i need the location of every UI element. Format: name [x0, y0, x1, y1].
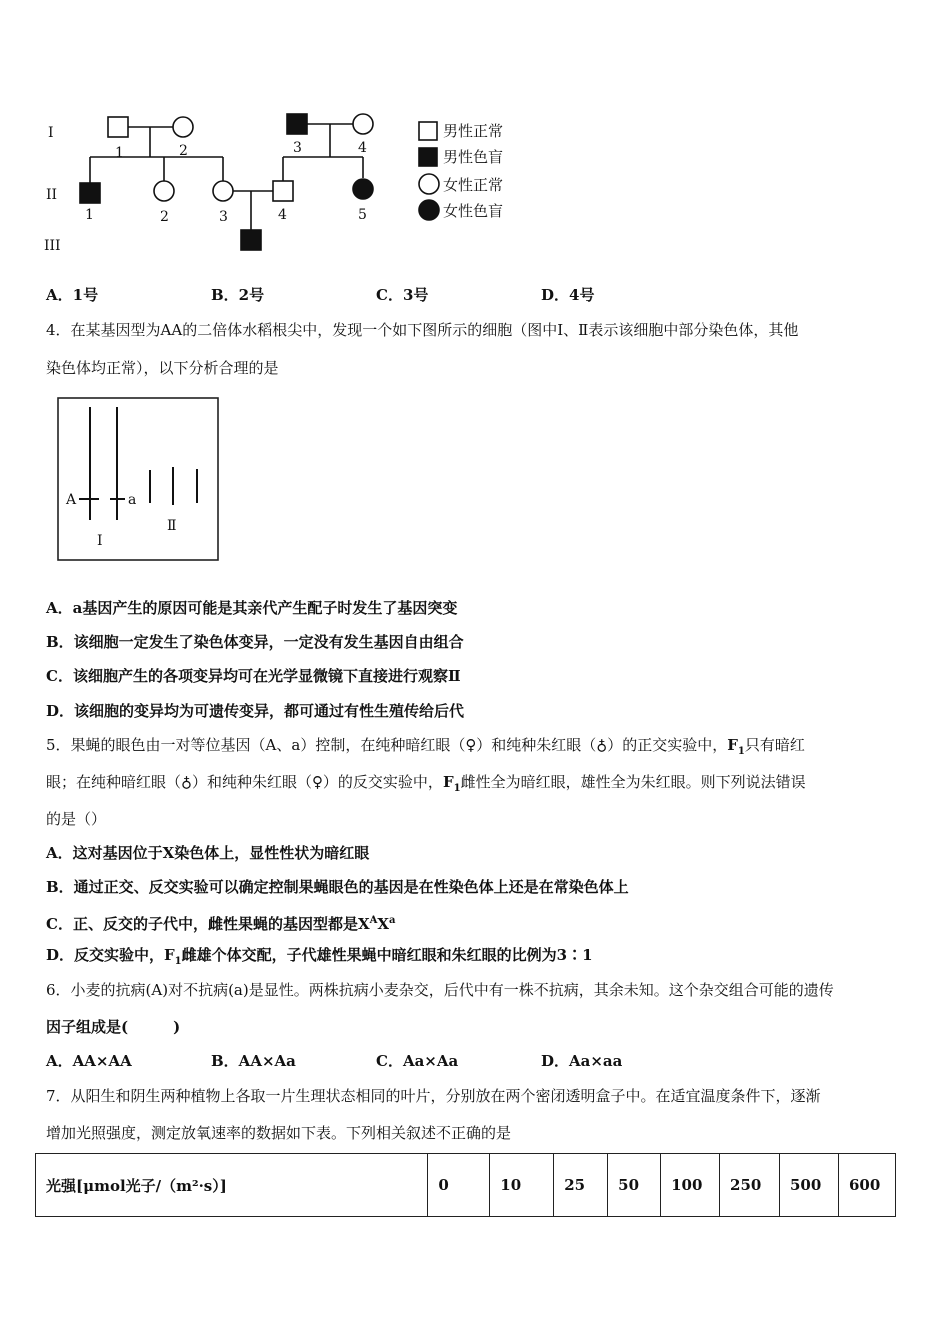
pedigree-female-normal-I2: [173, 117, 193, 137]
pedigree-male-normal-II4: [273, 181, 293, 201]
q4-option-b[interactable]: B．该细胞一定发生了染色体变异，一定没有发生基因自由组合: [46, 633, 464, 651]
q5-option-a[interactable]: A．这对基因位于X染色体上，显性性状为暗红眼: [46, 844, 370, 862]
q4-option-c[interactable]: C．该细胞产生的各项变异均可在光学显微镜下直接进行观察Ⅱ: [46, 667, 461, 685]
generation-label: III: [44, 238, 61, 254]
table-cell: 600: [838, 1154, 895, 1217]
table-row: [36, 1154, 896, 1217]
q4-stem-line2: 染色体均正常），以下分析合理的是: [46, 359, 279, 377]
q6-option-c[interactable]: C．Aa×Aa: [376, 1052, 459, 1070]
q5-option-b[interactable]: B．通过正交、反交实验可以确定控制果蝇眼色的基因是在性染色体上还是在常染色体上: [46, 878, 629, 896]
table-cell: 25: [554, 1154, 608, 1217]
pedigree-male-colorblind-I3: [287, 114, 307, 134]
pedigree-number: 2: [160, 209, 169, 225]
pedigree-female-normal-I4: [353, 114, 373, 134]
pedigree-number: 3: [293, 140, 302, 156]
pedigree-number: 1: [115, 145, 124, 161]
q6-option-a[interactable]: A．AA×AA: [46, 1052, 132, 1070]
q6-option-d[interactable]: D．Aa×aa: [541, 1052, 623, 1070]
q4-option-d[interactable]: D．该细胞的变异均为可遗传变异，都可通过有性生殖传给后代: [46, 702, 465, 720]
legend-male-colorblind: 男性色盲: [443, 148, 504, 166]
pedigree-female-normal-II3: [213, 181, 233, 201]
table-cell: 50: [608, 1154, 661, 1217]
q4-option-a[interactable]: A．a基因产生的原因可能是其亲代产生配子时发生了基因突变: [46, 599, 458, 617]
pedigree-male-colorblind-III1: [241, 230, 261, 250]
q7-stem-line1: 7．从阳生和阴生两种植物上各取一片生理状态相同的叶片，分别放在两个密闭透明盒子中。在适宜温度条件下，逐渐: [46, 1087, 821, 1105]
q3-option-d[interactable]: D．4号: [541, 286, 595, 304]
pedigree-male-normal-I1: [108, 117, 128, 137]
table-cell: 500: [780, 1154, 839, 1217]
q5-stem-line1: 5．果蝇的眼色由一对等位基因（A、a）控制，在纯种暗红眼（♀）和纯种朱红眼（♁）的正交实验中，$F_1$只有暗红: [46, 736, 805, 757]
table-cell: 100: [661, 1154, 720, 1217]
q3-option-a[interactable]: A．1号: [46, 286, 99, 304]
table-cell: 0: [428, 1154, 490, 1217]
pedigree-number: 3: [219, 209, 228, 225]
q5-option-d[interactable]: D．反交实验中，$F_1$雌雄个体交配，子代雄性果蝇中暗红眼和朱红眼的比例为3∶1: [46, 946, 593, 967]
pedigree-female-colorblind-II5: [353, 179, 373, 199]
pedigree-number: 1: [85, 207, 94, 223]
chromosome-label-I: Ⅰ: [97, 533, 103, 549]
q6-stem-line1: 6．小麦的抗病(A)对不抗病(a)是显性。两株抗病小麦杂交，后代中有一株不抗病，其余未知。这个杂交组合可能的遗传: [46, 981, 834, 999]
q6-stem-line2: 因子组成是( ): [46, 1018, 181, 1036]
q4-stem-line1: 4．在某基因型为AA的二倍体水稻根尖中，发现一个如下图所示的细胞（图中Ⅰ、Ⅱ表示该细胞中部分染色体，其他: [46, 321, 799, 339]
pedigree-chart: [40, 105, 540, 265]
generation-label: I: [48, 125, 54, 141]
q3-option-c[interactable]: C．3号: [376, 286, 429, 304]
pedigree-number: 5: [358, 207, 367, 223]
pedigree-number: 2: [179, 143, 188, 159]
legend-female-colorblind: 女性色盲: [443, 202, 504, 220]
pedigree-number: 4: [358, 140, 367, 156]
pedigree-number: 4: [278, 207, 287, 223]
q6-option-b[interactable]: B．AA×Aa: [211, 1052, 296, 1070]
q5-stem-line3: 的是（）: [46, 810, 107, 828]
pedigree-female-normal-II2: [154, 181, 174, 201]
table-cell: 10: [490, 1154, 554, 1217]
chromosome-label-II: Ⅱ: [167, 518, 177, 534]
table-cell: 250: [720, 1154, 780, 1217]
legend-male-normal: 男性正常: [443, 122, 504, 140]
q5-option-c[interactable]: C．正、反交的子代中，雌性果蝇的基因型都是$X^AX^a$: [46, 915, 396, 933]
legend-female-normal: 女性正常: [443, 176, 504, 194]
q5-stem-line2: 眼；在纯种暗红眼（♁）和纯种朱红眼（♀）的反交实验中，$F_1$雌性全为暗红眼，雄性全为朱红眼。则下列说法错误: [46, 773, 806, 794]
pedigree-male-colorblind-II1: [80, 183, 100, 203]
q3-option-b[interactable]: B．2号: [211, 286, 265, 304]
table-header-cell: 光强[μmol光子/（m²·s）]: [36, 1154, 428, 1217]
chromosome-figure: [55, 395, 225, 565]
q7-stem-line2: 增加光照强度，测定放氧速率的数据如下表。下列相关叙述不正确的是: [46, 1124, 512, 1142]
generation-label: II: [46, 187, 58, 203]
allele-label-A: A: [66, 492, 77, 508]
light-intensity-table: [35, 1153, 896, 1217]
allele-label-a: a: [128, 492, 137, 508]
